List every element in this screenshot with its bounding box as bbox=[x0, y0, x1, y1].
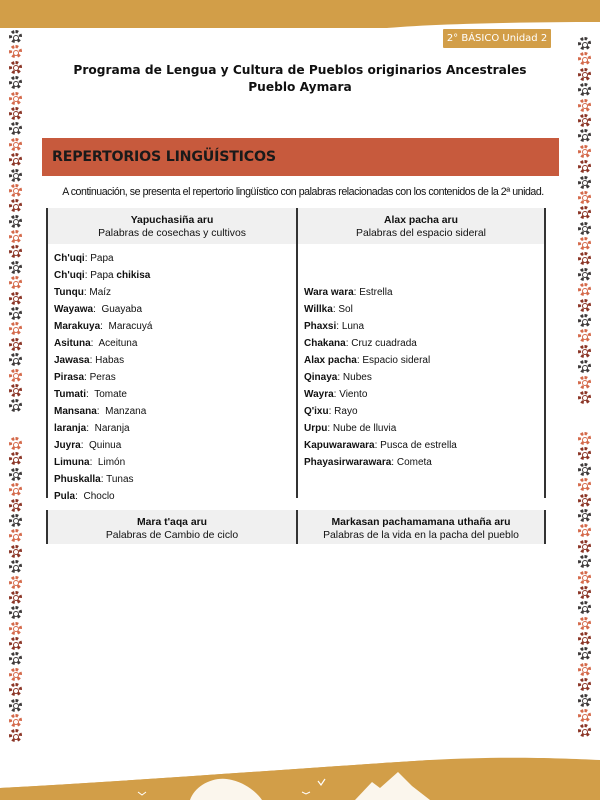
word-entry bbox=[54, 318, 296, 335]
separator: : bbox=[84, 253, 91, 264]
gear-motif-icon bbox=[9, 560, 22, 573]
gear-motif-icon bbox=[9, 384, 22, 397]
gear-motif-icon bbox=[578, 329, 591, 342]
gear-motif-icon bbox=[578, 299, 591, 312]
gear-motif-icon bbox=[9, 138, 22, 151]
gear-motif-icon bbox=[578, 37, 591, 50]
gear-motif-icon bbox=[578, 586, 591, 599]
gear-motif-icon bbox=[9, 322, 22, 335]
separator: : bbox=[84, 372, 90, 383]
word-entry bbox=[54, 471, 296, 488]
gear-motif-icon bbox=[578, 160, 591, 173]
gear-motif-icon bbox=[578, 447, 591, 460]
spanish-meaning: Guayaba bbox=[101, 304, 143, 315]
separator: : bbox=[333, 389, 340, 400]
word-entry bbox=[304, 420, 544, 437]
word-entry bbox=[304, 386, 544, 403]
gear-motif-icon bbox=[578, 99, 591, 112]
column-title: Mara t'aqa aru bbox=[136, 517, 208, 528]
spanish-meaning: Tunas bbox=[106, 474, 134, 485]
word-entry bbox=[54, 250, 296, 267]
aymara-word: Mansana bbox=[54, 406, 97, 417]
word-entry bbox=[304, 352, 544, 369]
people-title: Pueblo Aymara bbox=[248, 80, 352, 94]
spanish-meaning: Sol bbox=[338, 304, 353, 315]
extra-word: chikisa bbox=[116, 270, 151, 281]
separator: : bbox=[353, 287, 360, 298]
separator: : bbox=[83, 287, 90, 298]
aymara-word: Alax pacha bbox=[304, 355, 357, 366]
separator: : bbox=[84, 270, 91, 281]
aymara-word: Qinaya bbox=[304, 372, 338, 383]
word-entry bbox=[54, 369, 296, 386]
gear-motif-icon bbox=[9, 338, 22, 351]
aymara-word: Phaxsi bbox=[304, 321, 337, 332]
spanish-meaning: Pusca de estrella bbox=[380, 440, 457, 451]
separator: : bbox=[328, 406, 335, 417]
gear-motif-icon bbox=[578, 509, 591, 522]
spanish-meaning: Tomate bbox=[94, 389, 127, 400]
gear-motif-icon bbox=[9, 353, 22, 366]
aymara-word: Urpu bbox=[304, 423, 328, 434]
word-entry bbox=[54, 454, 296, 471]
gear-motif-icon bbox=[578, 540, 591, 553]
gear-motif-icon bbox=[9, 622, 22, 635]
separator: : bbox=[337, 372, 343, 383]
gear-motif-icon bbox=[9, 591, 22, 604]
spanish-meaning: Habas bbox=[95, 355, 125, 366]
gear-motif-icon bbox=[578, 478, 591, 491]
aymara-word: Asituna bbox=[54, 338, 91, 349]
aymara-word: Tumati bbox=[54, 389, 87, 400]
gear-motif-icon bbox=[9, 215, 22, 228]
spanish-meaning: Cometa bbox=[396, 457, 432, 468]
column-subtitle: Palabras del espacio sideral bbox=[356, 228, 486, 239]
aymara-word: Ch'uqi bbox=[54, 253, 85, 264]
word-entry bbox=[54, 437, 296, 454]
column-header bbox=[48, 208, 296, 244]
left-border-pattern-bottom bbox=[7, 437, 23, 745]
gear-motif-icon bbox=[578, 617, 591, 630]
aymara-word: Limuna bbox=[54, 457, 90, 468]
word-entry bbox=[304, 318, 544, 335]
separator: : bbox=[100, 321, 109, 332]
footer-landscape-icon bbox=[0, 750, 600, 800]
gear-motif-icon bbox=[9, 307, 22, 320]
word-entry bbox=[304, 284, 544, 301]
gear-motif-icon bbox=[578, 206, 591, 219]
spanish-meaning: Papa bbox=[90, 253, 114, 264]
gear-motif-icon bbox=[578, 709, 591, 722]
separator: : bbox=[332, 304, 339, 315]
column-subtitle: Palabras de la vida en la pacha del pueblo bbox=[323, 530, 519, 541]
word-entry bbox=[304, 454, 544, 471]
intro-text: A continuación, se presenta el repertorio lingüístico con palabras relacionadas con los contenidos de la 2ª unidad. bbox=[62, 186, 544, 198]
spanish-meaning: Rayo bbox=[334, 406, 358, 417]
gear-motif-icon bbox=[578, 663, 591, 676]
gear-motif-icon bbox=[9, 199, 22, 212]
spanish-meaning: Manzana bbox=[105, 406, 147, 417]
gear-motif-icon bbox=[9, 468, 22, 481]
separator: : bbox=[90, 338, 99, 349]
word-entry bbox=[54, 352, 296, 369]
aymara-word: Kapuwarawara bbox=[304, 440, 375, 451]
gear-motif-icon bbox=[9, 452, 22, 465]
column-pacha-life-words bbox=[296, 510, 546, 544]
word-entry bbox=[54, 267, 296, 284]
separator: : bbox=[89, 355, 96, 366]
gear-motif-icon bbox=[578, 601, 591, 614]
gear-motif-icon bbox=[578, 222, 591, 235]
aymara-word: Willka bbox=[304, 304, 333, 315]
gear-motif-icon bbox=[578, 237, 591, 250]
spanish-meaning: Choclo bbox=[83, 491, 115, 502]
word-entry bbox=[54, 335, 296, 352]
column-harvest-words bbox=[46, 208, 296, 502]
separator: : bbox=[356, 355, 363, 366]
spanish-meaning: Luna bbox=[341, 321, 365, 332]
spanish-meaning: Maíz bbox=[89, 287, 112, 298]
aymara-word: Q'ixu bbox=[304, 406, 329, 417]
word-entry bbox=[304, 369, 544, 386]
vocabulary-table-1 bbox=[46, 208, 546, 502]
word-entry bbox=[54, 386, 296, 403]
separator: : bbox=[100, 474, 107, 485]
gear-motif-icon bbox=[9, 637, 22, 650]
program-title: Programa de Lengua y Cultura de Pueblos originarios Ancestrales bbox=[73, 63, 527, 77]
gear-motif-icon bbox=[578, 129, 591, 142]
gear-motif-icon bbox=[578, 678, 591, 691]
spanish-meaning: Quinua bbox=[89, 440, 122, 451]
gear-motif-icon bbox=[578, 360, 591, 373]
gear-motif-icon bbox=[9, 399, 22, 412]
spanish-meaning: Nubes bbox=[342, 372, 372, 383]
gear-motif-icon bbox=[578, 494, 591, 507]
gear-motif-icon bbox=[9, 729, 22, 742]
separator: : bbox=[80, 440, 90, 451]
spanish-meaning: Espacio sideral bbox=[362, 355, 431, 366]
gear-motif-icon bbox=[9, 292, 22, 305]
unit-tag: 2° BÁSICO Unidad 2 bbox=[443, 29, 551, 48]
aymara-word: Phuskalla bbox=[54, 474, 101, 485]
separator: : bbox=[336, 321, 342, 332]
aymara-word: Ch'uqi bbox=[54, 270, 85, 281]
aymara-word: laranja bbox=[54, 423, 87, 434]
separator: : bbox=[96, 406, 106, 417]
separator: : bbox=[327, 423, 333, 434]
document-header bbox=[0, 62, 600, 96]
separator: : bbox=[86, 423, 95, 434]
gear-motif-icon bbox=[578, 391, 591, 404]
word-entry bbox=[54, 301, 296, 318]
gear-motif-icon bbox=[578, 376, 591, 389]
gear-motif-icon bbox=[9, 153, 22, 166]
gear-motif-icon bbox=[9, 668, 22, 681]
column-title: Alax pacha aru bbox=[384, 215, 458, 226]
vocabulary-table-2 bbox=[46, 510, 546, 544]
aymara-word: Jawasa bbox=[54, 355, 90, 366]
section-title: REPERTORIOS LINGÜÍSTICOS bbox=[52, 149, 276, 165]
aymara-word: Chakana bbox=[304, 338, 346, 349]
spanish-meaning: Naranja bbox=[94, 423, 130, 434]
spanish-meaning: Maracuyá bbox=[108, 321, 153, 332]
gear-motif-icon bbox=[9, 230, 22, 243]
gear-motif-icon bbox=[578, 268, 591, 281]
gear-motif-icon bbox=[578, 724, 591, 737]
separator: : bbox=[75, 491, 84, 502]
spanish-meaning: Nube de lluvia bbox=[332, 423, 397, 434]
gear-motif-icon bbox=[9, 683, 22, 696]
gear-motif-icon bbox=[9, 545, 22, 558]
gear-motif-icon bbox=[578, 283, 591, 296]
aymara-word: Tunqu bbox=[54, 287, 84, 298]
gear-motif-icon bbox=[9, 514, 22, 527]
separator: : bbox=[345, 338, 352, 349]
right-border-pattern-bottom bbox=[576, 432, 592, 740]
word-entry bbox=[304, 335, 544, 352]
gear-motif-icon bbox=[578, 252, 591, 265]
column-subtitle: Palabras de Cambio de ciclo bbox=[105, 530, 239, 541]
word-entry bbox=[54, 284, 296, 301]
gear-motif-icon bbox=[578, 345, 591, 358]
spanish-meaning: Estrella bbox=[359, 287, 393, 298]
word-entry bbox=[54, 488, 296, 505]
spanish-meaning: Cruz cuadrada bbox=[351, 338, 417, 349]
gear-motif-icon bbox=[578, 555, 591, 568]
word-list bbox=[48, 244, 296, 505]
column-space-words bbox=[296, 208, 546, 498]
spanish-meaning: Papa bbox=[90, 270, 117, 281]
gear-motif-icon bbox=[9, 699, 22, 712]
gear-motif-icon bbox=[9, 437, 22, 450]
gear-motif-icon bbox=[578, 314, 591, 327]
gear-motif-icon bbox=[9, 606, 22, 619]
aymara-word: Marakuya bbox=[54, 321, 101, 332]
spanish-meaning: Limón bbox=[97, 457, 126, 468]
gear-motif-icon bbox=[9, 30, 22, 43]
gear-motif-icon bbox=[9, 529, 22, 542]
spanish-meaning: Aceituna bbox=[98, 338, 138, 349]
column-title: Markasan pachamamana uthaña aru bbox=[331, 517, 511, 528]
gear-motif-icon bbox=[578, 145, 591, 158]
gear-motif-icon bbox=[578, 647, 591, 660]
gear-motif-icon bbox=[9, 261, 22, 274]
separator: : bbox=[86, 389, 95, 400]
gear-motif-icon bbox=[9, 245, 22, 258]
word-entry bbox=[304, 301, 544, 318]
word-list bbox=[298, 244, 544, 471]
column-header bbox=[298, 510, 544, 544]
gear-motif-icon bbox=[9, 652, 22, 665]
column-header bbox=[48, 510, 296, 544]
column-cycle-change-words bbox=[46, 510, 296, 544]
column-subtitle: Palabras de cosechas y cultivos bbox=[98, 228, 246, 239]
word-entry bbox=[54, 403, 296, 420]
aymara-word: Wayra bbox=[304, 389, 334, 400]
word-entry bbox=[304, 437, 544, 454]
word-entry bbox=[304, 403, 544, 420]
gear-motif-icon bbox=[9, 499, 22, 512]
gear-motif-icon bbox=[9, 107, 22, 120]
column-title: Yapuchasiña aru bbox=[130, 215, 214, 226]
aymara-word: Wayawa bbox=[54, 304, 94, 315]
separator: : bbox=[374, 440, 381, 451]
gear-motif-icon bbox=[9, 369, 22, 382]
column-header bbox=[298, 208, 544, 244]
gear-motif-icon bbox=[578, 694, 591, 707]
word-entry bbox=[54, 420, 296, 437]
gear-motif-icon bbox=[9, 45, 22, 58]
aymara-word: Pirasa bbox=[54, 372, 85, 383]
aymara-word: Pula bbox=[54, 491, 76, 502]
section-banner bbox=[42, 138, 559, 176]
aymara-word: Wara wara bbox=[304, 287, 354, 298]
gear-motif-icon bbox=[9, 483, 22, 496]
gear-motif-icon bbox=[9, 576, 22, 589]
separator: : bbox=[89, 457, 98, 468]
gear-motif-icon bbox=[578, 432, 591, 445]
spanish-meaning: Viento bbox=[339, 389, 368, 400]
spanish-meaning: Peras bbox=[89, 372, 116, 383]
gear-motif-icon bbox=[9, 122, 22, 135]
gear-motif-icon bbox=[9, 169, 22, 182]
separator: : bbox=[93, 304, 102, 315]
aymara-word: Phayasirwarawara bbox=[304, 457, 392, 468]
gear-motif-icon bbox=[9, 714, 22, 727]
gear-motif-icon bbox=[578, 632, 591, 645]
gear-motif-icon bbox=[578, 571, 591, 584]
gear-motif-icon bbox=[578, 463, 591, 476]
gear-motif-icon bbox=[578, 114, 591, 127]
separator: : bbox=[391, 457, 397, 468]
gear-motif-icon bbox=[578, 524, 591, 537]
gear-motif-icon bbox=[9, 276, 22, 289]
aymara-word: Juyra bbox=[54, 440, 81, 451]
